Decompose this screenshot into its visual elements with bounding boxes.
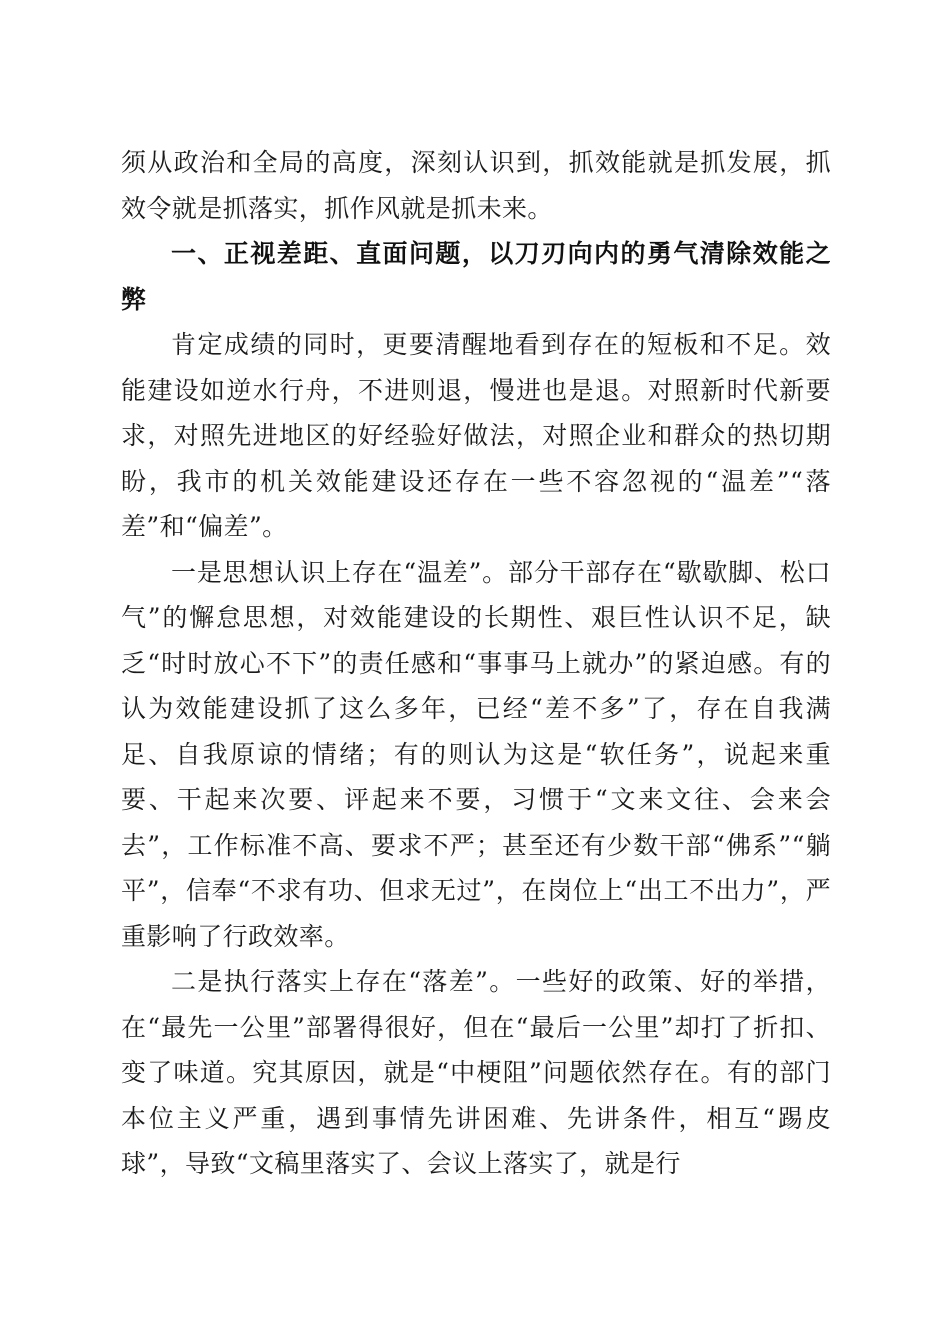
paragraph-point-one: 一是思想认识上存在“温差”。部分干部存在“歇歇脚、松口气”的懈怠思想，对效能建设的长期性、艰巨性认识不足，缺乏“时时放心不下”的责任感和“事事马上就办”的紧迫感。有的认为效能建设抓了这么多年，已经“差不多”了，存在自我满足、自我原谅的情绪；有的则认为这是“软任务”，说起来重要、干起来次要、评起来不要，习惯于“文来文往、会来会去”，工作标准不高、要求不严；甚至还有少数干部“佛系”“躺平”，信奉“不求有功、但求无过”，在岗位上“出工不出力”，严重影响了行政效率。 <box>121 557 831 951</box>
document-body <box>121 140 831 1187</box>
paragraph-point-two: 二是执行落实上存在“落差”。一些好的政策、好的举措，在“最先一公里”部署得很好，但在“最后一公里”却打了折扣、变了味道。究其原因，就是“中梗阻”问题依然存在。有的部门本位主义严重，遇到事情先讲困难、先讲条件，相互“踢皮球”，导致“文稿里落实了、会议上落实了，就是行 <box>121 967 831 1178</box>
section-heading: 一、正视差距、直面问题，以刀刃向内的勇气清除效能之弊 <box>121 239 831 314</box>
paragraph-continuation: 须从政治和全局的高度，深刻认识到，抓效能就是抓发展，抓效令就是抓落实，抓作风就是抓未来。 <box>121 148 831 223</box>
paragraph-intro: 肯定成绩的同时，更要清醒地看到存在的短板和不足。效能建设如逆水行舟，不进则退，慢进也是退。对照新时代新要求，对照先进地区的好经验好做法，对照企业和群众的热切期盼，我市的机关效能建设还存在一些不容忽视的“温差”“落差”和“偏差”。 <box>121 330 831 541</box>
